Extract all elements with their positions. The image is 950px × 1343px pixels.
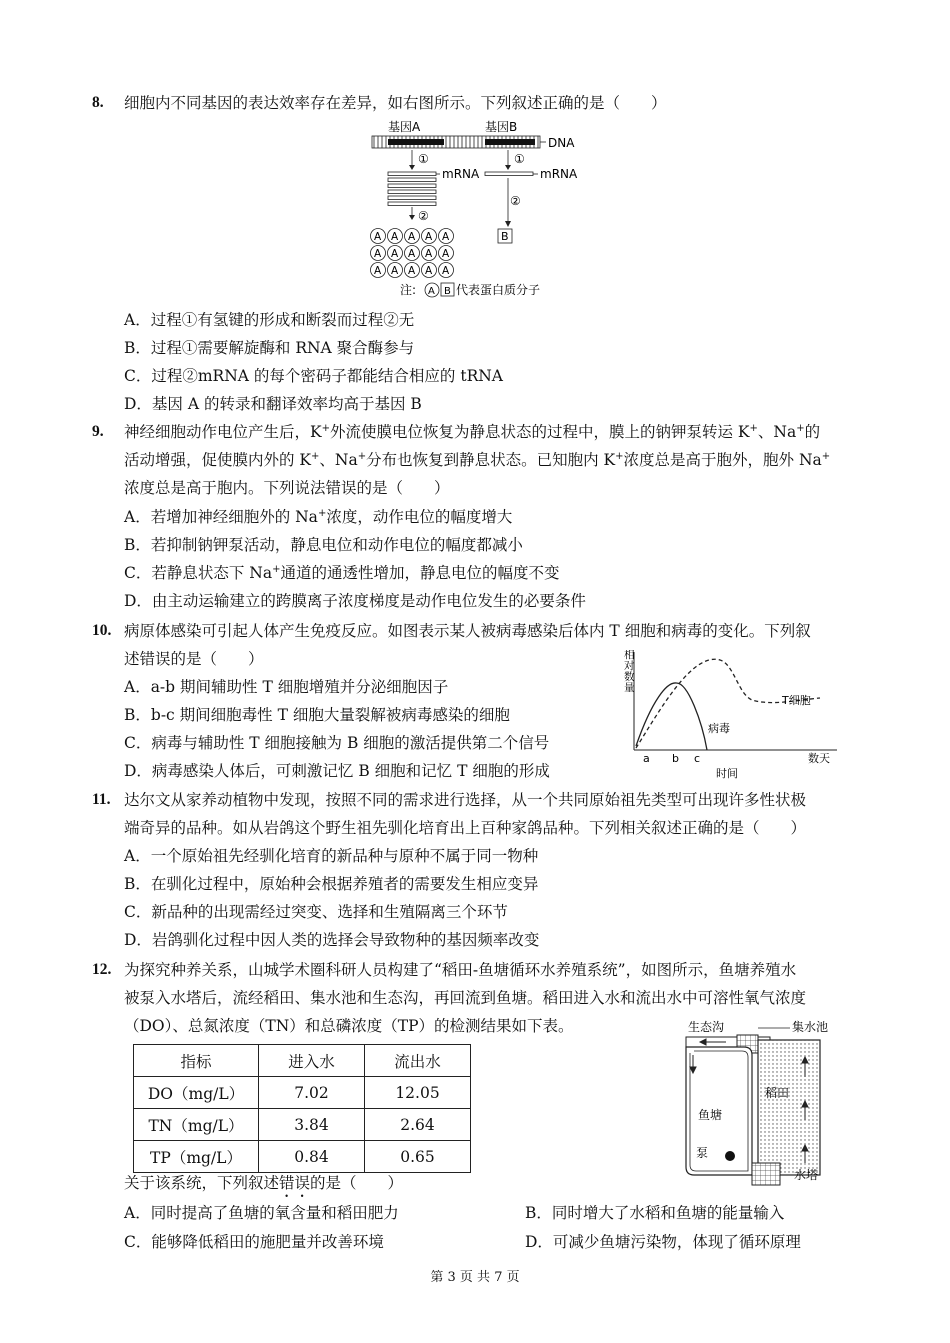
table-row: [134, 1109, 471, 1141]
q8-option-d: D．基因 A 的转录和翻译效率均高于基因 B: [124, 395, 422, 413]
table-row: [134, 1141, 471, 1173]
rice-field: [758, 1040, 820, 1175]
tick-a: a: [643, 752, 650, 765]
table-cell: 0.84: [259, 1141, 365, 1173]
q11-option-a: A．一个原始祖先经驯化培育的新品种与原种不属于同一物种: [124, 847, 539, 865]
q8-option-a: A．过程①有氢键的形成和断裂而过程②无: [124, 311, 415, 329]
mrna-label-b: mRNA: [540, 167, 578, 181]
q10-option-b: B．b-c 期间细胞毒性 T 细胞大量裂解被病毒感染的细胞: [124, 706, 510, 724]
pond-label: 鱼塘: [698, 1108, 723, 1122]
q11-stem-line-2: 端奇异的品种。如从岩鸽这个野生祖先驯化培育出上百种家鸽品种。下列相关叙述正确的是（ ）: [124, 819, 807, 837]
field-label: 稻田: [765, 1086, 790, 1100]
step-2-a: ②: [418, 209, 429, 223]
q10-tcell-virus-chart: [612, 650, 844, 782]
table-cell: 3.84: [259, 1109, 365, 1141]
q12-option-d: D．可减少鱼塘污染物，体现了循环原理: [525, 1233, 801, 1251]
note-a-letter: A: [428, 286, 435, 297]
q12-rice-fish-system-diagram: [660, 1015, 860, 1190]
q8-number: 8.: [92, 94, 104, 111]
q12-water-quality-table: [133, 1044, 471, 1173]
protein-a-letter: A: [391, 265, 399, 277]
protein-a-letter: A: [442, 248, 450, 260]
protein-a-letter: A: [374, 231, 382, 243]
table-cell: DO（mg/L）: [134, 1077, 259, 1109]
q8-option-c: C．过程②mRNA 的每个密码子都能结合相应的 tRNA: [124, 367, 503, 385]
protein-a-letter: A: [408, 231, 416, 243]
q8-stem: 细胞内不同基因的表达效率存在差异，如右图所示。下列叙述正确的是（ ）: [124, 94, 667, 112]
protein-a-letter: A: [425, 248, 433, 260]
q12-stem-line-1: 为探究种养关系，山城学术圈科研人员构建了“稻田-鱼塘循环水养殖系统”，如图所示，鱼塘养殖水: [124, 961, 797, 979]
q10-number: 10.: [92, 622, 112, 639]
protein-a-letter: A: [391, 231, 399, 243]
table-cell: 7.02: [259, 1077, 365, 1109]
ditch-label: 生态沟: [688, 1020, 725, 1034]
protein-b-label: B: [501, 230, 509, 243]
q9-option-b: B．若抑制钠钾泵活动，静息电位和动作电位的幅度都减小: [124, 536, 523, 554]
q11-option-d: D．岩鸽驯化过程中因人类的选择会导致物种的基因频率改变: [124, 931, 540, 949]
tick-b: b: [672, 752, 679, 765]
q11-option-b: B．在驯化过程中，原始种会根据养殖者的需要发生相应变异: [124, 875, 539, 893]
q10-option-c: C．病毒与辅助性 T 细胞接触为 B 细胞的激活提供第二个信号: [124, 734, 550, 752]
q12-stem-line-2: 被泵入水塔后，流经稻田、集水池和生态沟，再回流到鱼塘。稻田进入水和流出水中可溶性氧气浓度: [124, 989, 807, 1007]
pump-symbol: [725, 1151, 735, 1161]
q11-stem-line-1: 达尔文从家养动植物中发现，按照不同的需求进行选择，从一个共同原始祖先类型可出现许多性状极: [124, 791, 807, 809]
table-cell: 12.05: [365, 1077, 471, 1109]
q9-stem-line-2: 活动增强，促使膜内外的 K+、Na+分布也恢复到静息状态。已知胞内 K+浓度总是高于胞外，胞外 Na+: [124, 451, 831, 469]
q9-number: 9.: [92, 423, 104, 440]
protein-a-letter: A: [425, 231, 433, 243]
q10-stem-line-1: 病原体感染可引起人体产生免疫反应。如图表示某人被病毒感染后体内 T 细胞和病毒的变化。下列叙: [124, 622, 811, 640]
table-cell: 0.65: [365, 1141, 471, 1173]
table-cell: 2.64: [365, 1109, 471, 1141]
note-prefix: 注:: [400, 283, 417, 297]
gene-b-label: 基因B: [485, 120, 518, 134]
step-2-b: ②: [510, 194, 521, 208]
q8-gene-expression-figure: [360, 115, 610, 305]
protein-a-letter: A: [442, 265, 450, 277]
q10-stem-line-2: 述错误的是（ ）: [124, 650, 264, 668]
table-cell: TP（mg/L）: [134, 1141, 259, 1173]
note-suffix: 代表蛋白质分子: [456, 283, 541, 297]
gene-a-segment: [388, 139, 444, 145]
tower-label: 水塔: [794, 1168, 819, 1182]
q12-stem-line-3: （DO）、总氮浓度（TN）和总磷浓度（TP）的检测结果如下表。: [124, 1017, 574, 1035]
table-header-cell: 进入水: [259, 1045, 365, 1077]
protein-a-letter: A: [408, 265, 416, 277]
protein-a-letter: A: [391, 248, 399, 260]
q8-option-b: B．过程①需要解旋酶和 RNA 聚合酶参与: [124, 339, 415, 357]
chart-x-unit: 数天: [808, 752, 830, 765]
q12-question: 关于该系统，下列叙述错误的是（ ）: [124, 1174, 404, 1192]
chart-x-label: 时间: [716, 767, 738, 780]
table-cell: TN（mg/L）: [134, 1109, 259, 1141]
q9-stem-line-3: 浓度总是高于胞内。下列说法错误的是（ ）: [124, 479, 450, 497]
mrna-b: [485, 172, 533, 176]
q11-number: 11.: [92, 791, 111, 808]
protein-a-letter: A: [374, 265, 382, 277]
table-row: [134, 1077, 471, 1109]
chart-y-label-char: 对: [624, 660, 635, 672]
step-1-a: ①: [418, 152, 429, 166]
q9-option-d: D．由主动运输建立的跨膜离子浓度梯度是动作电位发生的必要条件: [124, 592, 586, 610]
chart-y-label-text: [624, 650, 635, 694]
q12-option-a: A．同时提高了鱼塘的氧含量和稻田肥力: [124, 1204, 399, 1222]
note-b-letter: B: [444, 286, 451, 297]
protein-a-grid: [371, 229, 454, 278]
water-tower: [752, 1163, 780, 1185]
protein-a-letter: A: [374, 248, 382, 260]
table-header-cell: 指标: [134, 1045, 259, 1077]
q9-option-a: A．若增加神经细胞外的 Na+浓度，动作电位的幅度增大: [124, 508, 513, 526]
step-1-b: ①: [514, 152, 525, 166]
table-header-cell: 流出水: [365, 1045, 471, 1077]
q9-option-c: C．若静息状态下 Na+通道的通透性增加，静息电位的幅度不变: [124, 564, 560, 582]
q12-number: 12.: [92, 961, 112, 978]
tcell-label: T细胞: [782, 694, 811, 707]
q11-option-c: C．新品种的出现需经过突变、选择和生殖隔离三个环节: [124, 903, 508, 921]
dna-label: DNA: [548, 136, 575, 150]
chart-y-label-char: 相: [624, 650, 635, 661]
q9-stem-line-1: 神经细胞动作电位产生后，K+外流使膜电位恢复为静息状态的过程中，膜上的钠钾泵转运 K+、Na+的: [124, 423, 821, 441]
mrna-label-a: mRNA: [442, 167, 480, 181]
q10-option-d: D．病毒感染人体后，可刺激记忆 B 细胞和记忆 T 细胞的形成: [124, 762, 550, 780]
mrna-stack-a: [388, 172, 436, 206]
pump-label: 泵: [696, 1146, 709, 1160]
page-footer: 第 3 页 共 7 页: [430, 1270, 520, 1285]
table-header-row: [134, 1045, 471, 1077]
gene-a-label: 基因A: [388, 120, 421, 134]
chart-y-label-char: 量: [624, 682, 635, 694]
protein-a-letter: A: [442, 231, 450, 243]
virus-label: 病毒: [708, 722, 730, 735]
gene-b-segment: [485, 139, 535, 145]
chart-y-label-char: 数: [624, 671, 635, 683]
q12-option-b: B．同时增大了水稻和鱼塘的能量输入: [525, 1204, 785, 1222]
tick-c: c: [694, 752, 701, 765]
pool-label: 集水池: [792, 1020, 829, 1034]
q12-option-c: C．能够降低稻田的施肥量并改善环境: [124, 1233, 384, 1251]
protein-a-letter: A: [408, 248, 416, 260]
q10-option-a: A．a-b 期间辅助性 T 细胞增殖并分泌细胞因子: [124, 678, 449, 696]
protein-a-letter: A: [425, 265, 433, 277]
